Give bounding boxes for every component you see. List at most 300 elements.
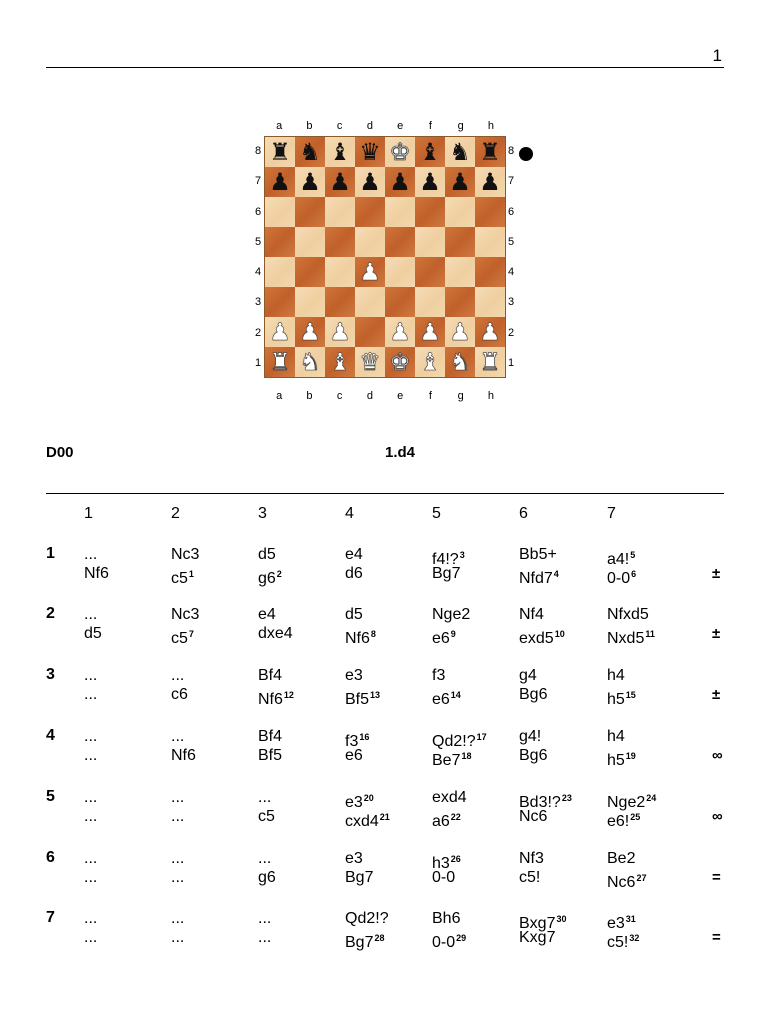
eco-code: D00 [46, 444, 74, 461]
square-a8 [265, 137, 295, 167]
evaluation-symbol: ± [712, 625, 721, 642]
square-g3 [445, 287, 475, 317]
file-label: d [366, 120, 373, 132]
white-move [171, 666, 184, 686]
footnote-ref: 28 [374, 933, 385, 943]
footnote-ref: 1 [188, 569, 194, 579]
move-text: ... [84, 728, 98, 745]
white-move [171, 605, 199, 625]
white-move [519, 727, 541, 747]
white-pawn-icon: ♟ [419, 318, 441, 346]
file-label: b [306, 120, 313, 132]
black-move [345, 928, 384, 953]
square-d3 [355, 287, 385, 317]
move-text: Bd3!? [519, 794, 561, 811]
file-label: d [366, 390, 373, 402]
chess-diagram [248, 117, 538, 407]
move-text: e6 [432, 691, 450, 708]
black-rook-icon: ♜ [479, 138, 501, 166]
square-b5 [295, 227, 325, 257]
move-text: 0-0 [432, 934, 456, 951]
move-text: Nfxd5 [607, 606, 649, 623]
move-text: f3 [345, 733, 359, 750]
move-text: ... [171, 728, 185, 745]
square-e3 [385, 287, 415, 317]
table-rule [46, 493, 724, 494]
square-g5 [445, 227, 475, 257]
footnote-ref: 5 [630, 550, 636, 560]
file-label: g [457, 390, 464, 402]
move-text: Nfd7 [519, 570, 553, 587]
white-move [432, 605, 470, 625]
rank-label: 1 [507, 356, 515, 369]
rank-label: 8 [254, 145, 262, 157]
square-f3 [415, 287, 445, 317]
white-bishop-icon: ♝ [419, 348, 441, 376]
evaluation-symbol: = [712, 929, 721, 946]
move-text: ... [171, 789, 185, 806]
white-move [171, 909, 184, 929]
square-e1 [385, 347, 415, 377]
black-queen-icon: ♛ [359, 138, 381, 166]
white-move [171, 788, 184, 808]
white-move [519, 666, 537, 686]
row-number: 2 [46, 605, 55, 622]
footnote-ref: 14 [450, 690, 461, 700]
black-move [345, 624, 376, 649]
move-text: e3 [345, 667, 363, 684]
square-d8 [355, 137, 385, 167]
move-text: a6 [432, 813, 450, 830]
rank-label: 4 [507, 266, 515, 278]
white-rook-icon: ♜ [269, 348, 291, 376]
black-knight-icon: ♞ [449, 138, 471, 166]
rank-label: 5 [507, 235, 515, 248]
white-rook-icon: ♜ [479, 348, 501, 376]
square-h7 [475, 167, 505, 197]
black-move [84, 685, 97, 705]
black-move [84, 928, 97, 948]
file-label: a [276, 120, 283, 132]
square-b6 [295, 197, 325, 227]
black-move [345, 685, 380, 710]
black-pawn-icon: ♟ [299, 168, 321, 196]
rank-label: 2 [254, 326, 262, 339]
black-move [607, 928, 639, 953]
move-text: ... [84, 667, 98, 684]
black-move [519, 746, 547, 766]
move-text: e3 [345, 850, 363, 867]
move-text: c5! [607, 934, 629, 951]
black-move [519, 868, 540, 888]
move-text: Nf6 [84, 565, 109, 582]
black-move [258, 564, 282, 589]
black-pawn-icon: ♟ [479, 168, 501, 196]
header-rule [46, 67, 724, 68]
square-b3 [295, 287, 325, 317]
footnote-ref: 27 [636, 873, 647, 883]
white-move [84, 788, 97, 808]
move-text: 0-0 [607, 570, 631, 587]
move-text: Nf4 [519, 606, 544, 623]
white-king-icon: ♚ [389, 348, 411, 376]
move-text: Kxg7 [519, 929, 556, 946]
black-move [607, 685, 636, 710]
file-label: a [276, 390, 283, 402]
square-c1 [325, 347, 355, 377]
square-d5 [355, 227, 385, 257]
black-move [171, 685, 188, 705]
white-move [345, 666, 363, 686]
move-text: d5 [84, 625, 102, 642]
column-header: 3 [258, 505, 267, 522]
white-move [258, 605, 276, 625]
white-move [84, 545, 97, 565]
white-move [607, 849, 635, 869]
rank-label: 7 [254, 175, 262, 188]
rank-label: 3 [507, 296, 515, 309]
move-text: g4 [519, 667, 537, 684]
move-text: c5! [519, 869, 541, 886]
square-c7 [325, 167, 355, 197]
move-text: ... [258, 910, 272, 927]
rank-label: 7 [507, 175, 515, 188]
black-move [171, 807, 184, 827]
move-text: c6 [171, 686, 188, 703]
move-text: ... [84, 869, 98, 886]
white-move [258, 727, 282, 747]
white-knight-icon: ♞ [299, 348, 321, 376]
move-text: ... [84, 546, 98, 563]
move-text: d6 [345, 565, 363, 582]
square-f7 [415, 167, 445, 197]
move-text: e6 [345, 747, 363, 764]
move-text: Nxd5 [607, 630, 645, 647]
footnote-ref: 25 [630, 812, 641, 822]
black-move [171, 624, 194, 649]
footnote-ref: 13 [370, 690, 381, 700]
square-f5 [415, 227, 445, 257]
white-move [258, 909, 271, 929]
move-text: Nc6 [607, 874, 636, 891]
black-pawn-icon: ♟ [359, 168, 381, 196]
square-h2 [475, 317, 505, 347]
file-label: g [457, 120, 464, 132]
move-text: cxd4 [345, 813, 379, 830]
row-number: 3 [46, 666, 55, 683]
move-text: h3 [432, 855, 450, 872]
white-move [519, 545, 557, 565]
black-move [519, 685, 547, 705]
move-text: Nf6 [258, 691, 283, 708]
move-text: ... [171, 869, 185, 886]
white-move [84, 605, 97, 625]
move-text: Nge2 [432, 606, 471, 623]
black-move [432, 746, 471, 771]
white-move [519, 849, 544, 869]
opening-moves: 1.d4 [385, 444, 416, 461]
white-move [432, 788, 467, 808]
move-text: h5 [607, 691, 625, 708]
black-pawn-icon: ♟ [449, 168, 471, 196]
move-text: Qd2!? [432, 733, 476, 750]
square-b7 [295, 167, 325, 197]
move-text: g4! [519, 728, 542, 745]
footnote-ref: 8 [370, 629, 376, 639]
move-text: Be7 [432, 752, 461, 769]
footnote-ref: 22 [450, 812, 461, 822]
move-text: h4 [607, 728, 625, 745]
black-move [345, 746, 363, 766]
square-d1 [355, 347, 385, 377]
black-move [258, 868, 276, 888]
square-e6 [385, 197, 415, 227]
black-pawn-icon: ♟ [269, 168, 291, 196]
move-text: Be2 [607, 850, 636, 867]
rank-label: 2 [507, 326, 515, 339]
move-text: f4!? [432, 551, 459, 568]
move-text: ... [258, 850, 272, 867]
move-text: ... [171, 929, 185, 946]
file-label: h [487, 120, 494, 132]
square-h4 [475, 257, 505, 287]
white-move [84, 666, 97, 686]
square-b4 [295, 257, 325, 287]
black-move [345, 564, 363, 584]
footnote-ref: 19 [625, 751, 636, 761]
black-move [432, 685, 461, 710]
file-label: h [487, 390, 494, 402]
move-text: Nc6 [519, 808, 548, 825]
footnote-ref: 21 [379, 812, 390, 822]
footnote-ref: 24 [646, 793, 657, 803]
black-move [607, 746, 636, 771]
row-number: 4 [46, 727, 55, 744]
black-move [519, 928, 555, 948]
white-move [171, 545, 199, 565]
black-move [258, 624, 293, 644]
rank-label: 6 [507, 205, 515, 218]
chessboard [264, 136, 506, 378]
square-e7 [385, 167, 415, 197]
white-queen-icon: ♛ [359, 348, 381, 376]
black-move [258, 807, 275, 827]
black-bishop-icon: ♝ [419, 138, 441, 166]
column-header: 6 [519, 505, 528, 522]
square-b2 [295, 317, 325, 347]
move-text: h5 [607, 752, 625, 769]
move-text: Nf6 [345, 630, 370, 647]
move-text: d5 [345, 606, 363, 623]
file-label: b [306, 390, 313, 402]
move-text: Nf6 [171, 747, 196, 764]
square-d4 [355, 257, 385, 287]
square-a3 [265, 287, 295, 317]
black-move [519, 624, 565, 649]
black-move [171, 746, 196, 766]
file-label: f [428, 390, 432, 402]
white-move [607, 666, 625, 686]
move-text: e6 [432, 630, 450, 647]
square-f1 [415, 347, 445, 377]
white-pawn-icon: ♟ [269, 318, 291, 346]
black-move [432, 868, 455, 888]
move-text: ... [84, 808, 98, 825]
footnote-ref: 15 [625, 690, 636, 700]
black-pawn-icon: ♟ [389, 168, 411, 196]
rank-label: 1 [254, 356, 262, 369]
move-text: Nc3 [171, 546, 200, 563]
rank-label: 6 [254, 205, 262, 218]
footnote-ref: 7 [188, 629, 194, 639]
square-f8 [415, 137, 445, 167]
black-rook-icon: ♜ [269, 138, 291, 166]
move-text: Bxg7 [519, 915, 556, 932]
column-header: 2 [171, 505, 180, 522]
square-c8 [325, 137, 355, 167]
square-a6 [265, 197, 295, 227]
white-move [171, 849, 184, 869]
footnote-ref: 6 [631, 569, 637, 579]
square-c2 [325, 317, 355, 347]
black-move [258, 928, 271, 948]
footnote-ref: 23 [561, 793, 572, 803]
square-c5 [325, 227, 355, 257]
white-pawn-icon: ♟ [329, 318, 351, 346]
white-move [345, 605, 363, 625]
square-a4 [265, 257, 295, 287]
move-text: Bf5 [345, 691, 370, 708]
move-text: Bf4 [258, 728, 283, 745]
move-text: ... [84, 910, 98, 927]
white-bishop-icon: ♝ [329, 348, 351, 376]
move-text: Bg7 [432, 565, 461, 582]
move-text: e6! [607, 813, 630, 830]
black-move [84, 746, 97, 766]
square-b1 [295, 347, 325, 377]
white-move [432, 909, 460, 929]
footnote-ref: 3 [459, 550, 465, 560]
white-pawn-icon: ♟ [359, 258, 381, 286]
square-g1 [445, 347, 475, 377]
white-move [84, 849, 97, 869]
page-number: 1 [712, 46, 722, 65]
footnote-ref: 26 [450, 854, 461, 864]
column-header: 1 [84, 505, 93, 522]
footnote-ref: 10 [554, 629, 565, 639]
move-text: ... [84, 929, 98, 946]
white-move [432, 666, 445, 686]
white-move [84, 909, 97, 929]
footnote-ref: 12 [283, 690, 294, 700]
move-text: Bh6 [432, 910, 461, 927]
black-move [345, 868, 373, 888]
file-label: c [336, 120, 343, 132]
row-number: 6 [46, 849, 55, 866]
white-move [345, 849, 363, 869]
white-move [519, 605, 544, 625]
square-g7 [445, 167, 475, 197]
move-text: c5 [258, 808, 275, 825]
footnote-ref: 16 [359, 732, 370, 742]
white-move [258, 849, 271, 869]
black-move [171, 564, 194, 589]
move-text: ... [171, 850, 185, 867]
square-h6 [475, 197, 505, 227]
move-text: Nc3 [171, 606, 200, 623]
square-e4 [385, 257, 415, 287]
move-text: ... [171, 667, 185, 684]
square-e5 [385, 227, 415, 257]
black-move [258, 746, 282, 766]
black-move [84, 564, 109, 584]
row-number: 7 [46, 909, 55, 926]
move-text: ... [171, 910, 185, 927]
black-move [432, 807, 461, 832]
row-number: 5 [46, 788, 55, 805]
square-a5 [265, 227, 295, 257]
move-text: Bb5+ [519, 546, 557, 563]
move-text: ... [84, 850, 98, 867]
footnote-ref: 30 [556, 914, 567, 924]
square-d6 [355, 197, 385, 227]
black-move [345, 807, 390, 832]
square-c3 [325, 287, 355, 317]
move-text: e4 [258, 606, 276, 623]
move-text: ... [84, 686, 98, 703]
black-bishop-icon: ♝ [329, 138, 351, 166]
black-move [607, 868, 646, 893]
white-move [258, 545, 276, 565]
black-move [432, 928, 466, 953]
row-number: 1 [46, 545, 55, 562]
side-to-move-indicator [519, 147, 533, 161]
file-label: e [397, 120, 404, 132]
move-text: g6 [258, 869, 276, 886]
footnote-ref: 29 [456, 933, 467, 943]
move-text: Bf4 [258, 667, 283, 684]
black-move [519, 807, 547, 827]
square-d2 [355, 317, 385, 347]
move-text: Nf3 [519, 850, 544, 867]
footnote-ref: 31 [625, 914, 636, 924]
file-label: c [336, 390, 343, 402]
white-pawn-icon: ♟ [299, 318, 321, 346]
black-move [171, 928, 184, 948]
footnote-ref: 9 [450, 629, 456, 639]
move-text: Bg7 [345, 934, 374, 951]
rank-labels-left [252, 136, 264, 378]
move-text: ... [258, 789, 272, 806]
black-move [432, 624, 456, 649]
move-text: Bf5 [258, 747, 283, 764]
rank-label: 8 [507, 145, 515, 157]
footnote-ref: 4 [553, 569, 559, 579]
square-h5 [475, 227, 505, 257]
move-text: 0-0 [432, 869, 456, 886]
black-move [84, 868, 97, 888]
rank-labels-right [505, 136, 517, 378]
file-label: e [397, 390, 404, 402]
move-text: exd4 [432, 789, 467, 806]
move-text: dxe4 [258, 625, 293, 642]
move-text: e4 [345, 546, 363, 563]
black-move [171, 868, 184, 888]
move-text: e3 [607, 915, 625, 932]
move-text: ... [84, 789, 98, 806]
square-g2 [445, 317, 475, 347]
square-g4 [445, 257, 475, 287]
